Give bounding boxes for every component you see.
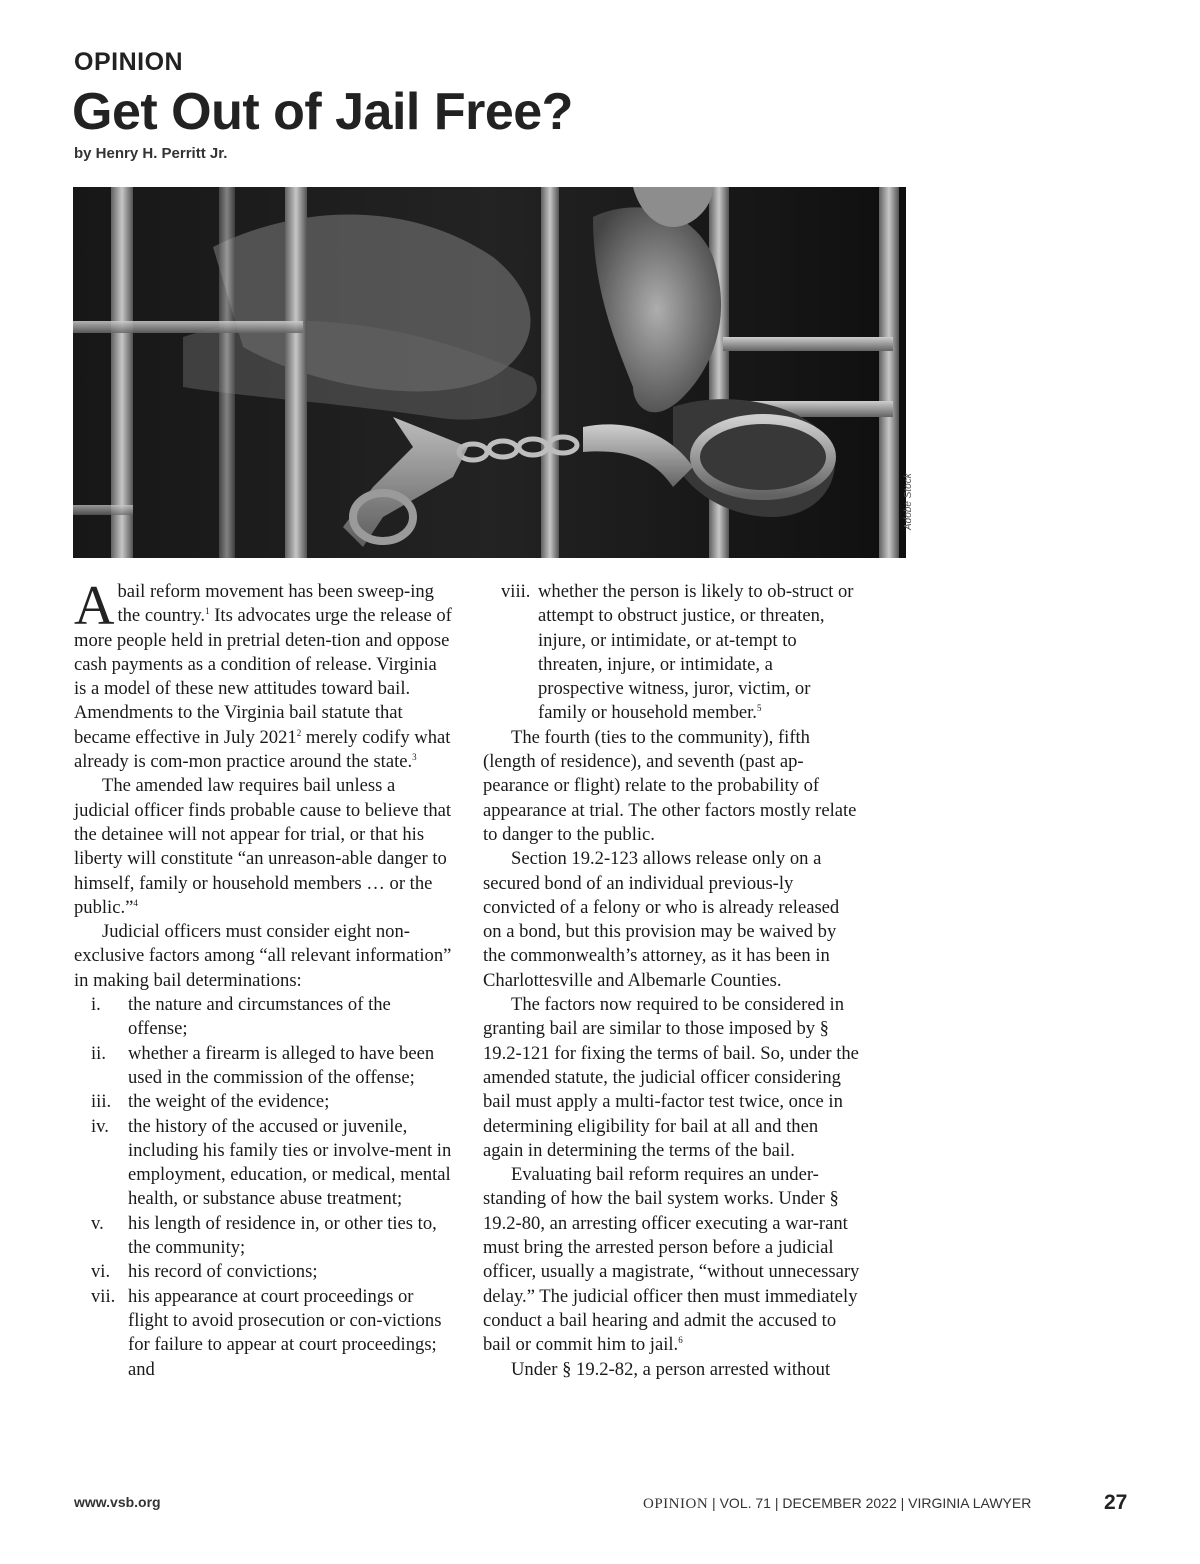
footer-section: OPINION <box>643 1496 709 1512</box>
page-number: 27 <box>1104 1491 1128 1514</box>
paragraph-2 <box>74 774 452 920</box>
factor-item <box>74 1212 452 1261</box>
footnote-ref-5: 5 <box>756 703 762 714</box>
factor-text: his appearance at court proceedings or flight to avoid prosecution or con-victions for failure to appear at court proceedings; and <box>128 1285 442 1380</box>
section-label: OPINION <box>74 48 184 76</box>
factor-text: whether the person is likely to ob-struct or attempt to obstruct justice, or threaten, injure, or intimidate, or at-tempt to threaten, injure, or intimidate, a prospective witness, juror, victim, or family or household member. <box>538 581 854 724</box>
factor-item <box>74 1285 452 1382</box>
paragraph-2-text: The amended law requires bail unless a judicial officer finds probable cause to believe that the detainee will not appear for trial, or that his liberty will constitute “an unreason-able danger to himself, family or household members … or the public.” <box>74 775 452 918</box>
paragraph-1-text-b: Its advocates urge the release of more people held in pretrial deten-tion and oppose cash payments as a condition of release. Virginia is a model of these new attitudes toward bail. Amendments to the Virginia bail statute that became effective in July 2021 <box>74 605 452 748</box>
paragraph-1 <box>74 575 452 774</box>
factor-number: iv. <box>91 1115 109 1137</box>
article-title: Get Out of Jail Free? <box>72 83 573 141</box>
photo-credit <box>903 473 933 560</box>
paragraph-7-text: Evaluating bail reform requires an under-standing of how the bail system works. Under § 19.2-80, an arresting officer executing a war-rant must bring the arrested person before a judicial officer, usually a magistrate, “without unnecessary delay.” The judicial officer then must immediately conduct a bail hearing and admit the accused to bail or commit him to jail. <box>483 1164 860 1356</box>
factor-number: vii. <box>91 1285 116 1307</box>
paragraph-4: The fourth (ties to the community), fifth (length of residence), and seventh (past ap-pearance or flight) relate to the probability of appearance at trial. The other factors mostly relate to danger to the public. <box>483 726 857 845</box>
factor-text: the history of the accused or juvenile, including his family ties or involve-ment in employment, education, or medical, mental health, or substance abuse treatment; <box>128 1115 452 1210</box>
factor-number: i. <box>91 994 101 1016</box>
footer-issue: | VOL. 71 | DECEMBER 2022 | VIRGINIA LAWYER <box>708 1495 1032 1511</box>
factor-item <box>74 1115 452 1212</box>
footer-issue-info <box>643 1495 1031 1513</box>
factor-text: his record of convictions; <box>128 1261 318 1283</box>
factor-item <box>74 1042 452 1091</box>
footnote-ref-4: 4 <box>133 897 138 908</box>
paragraph-1-text-c: merely codify what already is com-mon practice around the state. <box>74 726 451 773</box>
factor-number: viii. <box>501 581 531 602</box>
factor-item <box>74 993 452 1042</box>
footnote-ref-2: 2 <box>296 727 302 738</box>
footer-website-link[interactable]: www.vsb.org <box>74 1494 161 1510</box>
footnote-ref-6: 6 <box>678 1335 683 1346</box>
factor-number: ii. <box>91 1042 106 1064</box>
factor-item <box>483 580 861 726</box>
factor-item <box>74 1090 452 1114</box>
footnote-ref-1: 1 <box>205 606 210 617</box>
photo-credit-text: Adobe Stock <box>903 473 914 530</box>
paragraph-5: Section 19.2-123 allows release only on a secured bond of an individual previous-ly convicted of a felony or who is already released on a bond, but this provision may be waived by the commonwealth’s attorney, as it has been in Charlottesville and Albemarle Counties. <box>483 848 840 991</box>
paragraph-7 <box>483 1163 861 1357</box>
paragraph-3: Judicial officers must consider eight non-exclusive factors among “all relevant information” in making bail determinations: <box>74 921 452 991</box>
paragraph-6: The factors now required to be considered in granting bail are similar to those imposed by § 19.2-121 for fixing the terms of bail. So, under the amended statute, the judicial officer considering bail must apply a multi-factor test twice, once in determining eligibility for bail at all and then again in determining the terms of the bail. <box>483 994 859 1161</box>
jail-bars-handcuffs-photo <box>73 187 906 558</box>
factor-number: vi. <box>91 1261 111 1283</box>
drop-cap: A <box>74 575 115 637</box>
paragraph-1-text-a: bail reform movement has been sweep-ing the country. <box>117 581 434 627</box>
byline: by Henry H. Perritt Jr. <box>74 145 228 162</box>
footnote-ref-3: 3 <box>412 752 417 763</box>
factor-text: the nature and circumstances of the offense; <box>128 994 391 1040</box>
factor-number: iii. <box>91 1091 112 1113</box>
factor-text: the weight of the evidence; <box>128 1091 330 1113</box>
factor-text: whether a firearm is alleged to have been used in the commission of the offense; <box>128 1042 435 1088</box>
article-column-right <box>483 580 861 1382</box>
paragraph-8: Under § 19.2-82, a person arrested without <box>511 1358 831 1380</box>
factor-item <box>74 1260 452 1284</box>
factor-text: his length of residence in, or other ties to, the community; <box>128 1212 437 1259</box>
factor-number: v. <box>91 1212 104 1234</box>
article-column-left <box>74 575 452 1382</box>
